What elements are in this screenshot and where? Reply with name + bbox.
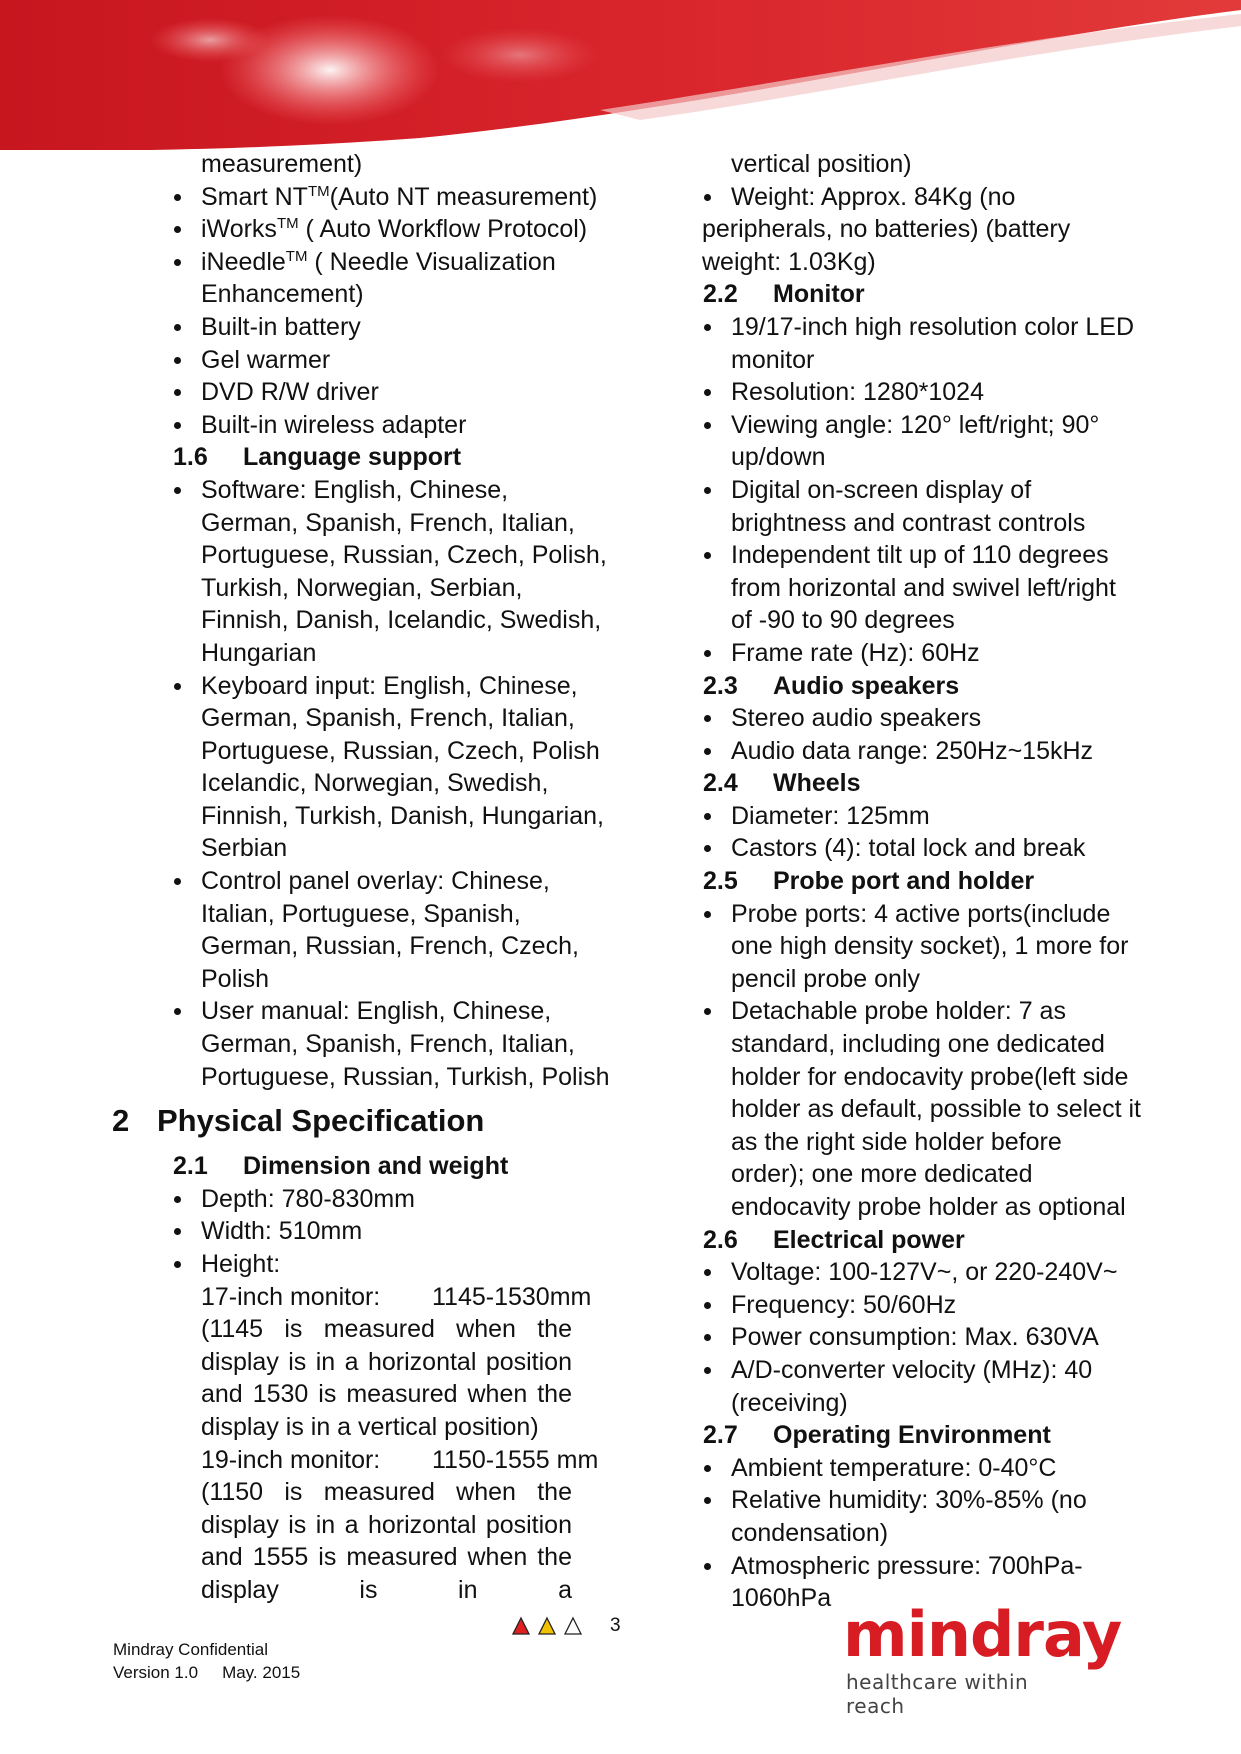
power-list xyxy=(702,1256,1142,1419)
right-column xyxy=(702,148,1142,1615)
list-item: Gel warmer xyxy=(172,344,612,377)
list-item: Atmospheric pressure: 700hPa-1060hPa xyxy=(702,1550,1142,1615)
height-value: 1145-1530mm xyxy=(432,1282,592,1311)
section-heading-2-4 xyxy=(703,767,1142,800)
height-19-note: (1150 is measured when the display is in a horizontal position and 1555 is measured when the display is in a xyxy=(201,1478,572,1604)
list-item: DVD R/W driver xyxy=(172,376,612,409)
weight-list xyxy=(702,181,1142,214)
left-column xyxy=(112,148,612,1607)
chapter-number: 2 xyxy=(112,1103,130,1139)
confidential-label: Mindray Confidential xyxy=(113,1640,268,1659)
trademark: TM xyxy=(307,182,330,200)
monitor-list xyxy=(702,311,1142,670)
section-heading-2-1 xyxy=(173,1150,612,1183)
list-item: Stereo audio speakers xyxy=(702,702,1142,735)
feature-list xyxy=(172,181,612,442)
list-item: Built-in battery xyxy=(172,311,612,344)
chapter-heading xyxy=(112,1102,612,1140)
wheel-list xyxy=(702,800,1142,865)
header-banner xyxy=(0,0,1241,150)
section-number: 2.6 xyxy=(703,1225,738,1254)
section-heading-2-6 xyxy=(703,1224,1142,1257)
section-number: 1.6 xyxy=(173,443,208,472)
page-number: 3 xyxy=(610,1615,621,1636)
list-item: Probe ports: 4 active ports(include one high density socket), 1 more for pencil probe only xyxy=(702,898,1142,996)
chapter-title: Physical Specification xyxy=(157,1103,485,1139)
height-17-row xyxy=(172,1281,612,1314)
list-item xyxy=(172,213,612,246)
white-triangle-icon xyxy=(565,1618,581,1634)
list-item: Frame rate (Hz): 60Hz xyxy=(702,637,1142,670)
item-text: iNeedle xyxy=(201,247,286,276)
probe-list xyxy=(702,898,1142,1224)
section-title: Operating Environment xyxy=(773,1421,1051,1450)
list-item: Height: xyxy=(172,1248,612,1281)
section-number: 2.3 xyxy=(703,671,738,700)
list-item: Software: English, Chinese, German, Spanish, French, Italian, Portuguese, Russian, Czech, Polish, Turkish, Norwegian, Serbian, Finnish, Danish, Icelandic, Swedish, Hungarian xyxy=(172,474,612,670)
dimension-list xyxy=(172,1183,612,1281)
list-item: Independent tilt up of 110 degrees from horizontal and swivel left/right of -90 to 90 degrees xyxy=(702,539,1142,637)
list-item: Relative humidity: 30%-85% (no condensation) xyxy=(702,1484,1142,1549)
section-title: Probe port and holder xyxy=(773,867,1035,896)
triangle-icons xyxy=(512,1616,588,1636)
list-item: Keyboard input: English, Chinese, German, Spanish, French, Italian, Portuguese, Russian, Czech, Polish Icelandic, Norwegian, Swedish, Finnish, Turkish, Danish, Hungarian, Serbian xyxy=(172,670,612,866)
section-title: Dimension and weight xyxy=(243,1152,509,1181)
list-item: Voltage: 100-127V~, or 220-240V~ xyxy=(702,1256,1142,1289)
section-title: Language support xyxy=(243,443,462,472)
list-item: Width: 510mm xyxy=(172,1215,612,1248)
section-title: Electrical power xyxy=(773,1225,965,1254)
list-item: Castors (4): total lock and break xyxy=(702,832,1142,865)
section-number: 2.2 xyxy=(703,280,738,309)
item-text: (Auto NT measurement) xyxy=(329,182,598,211)
list-item xyxy=(172,246,612,311)
list-item: Built-in wireless adapter xyxy=(172,409,612,442)
item-text: ( Needle Visualization Enhancement) xyxy=(201,247,556,309)
audio-list xyxy=(702,702,1142,767)
footer xyxy=(113,1638,300,1684)
weight-continuation: weight: 1.03Kg) xyxy=(702,247,876,276)
section-heading-2-2 xyxy=(703,278,1142,311)
section-number: 2.7 xyxy=(703,1421,738,1450)
section-heading-2-7 xyxy=(703,1419,1142,1452)
version-line xyxy=(113,1661,300,1684)
list-item: Digital on-screen display of brightness and contrast controls xyxy=(702,474,1142,539)
trademark: TM xyxy=(276,215,299,233)
list-item: Frequency: 50/60Hz xyxy=(702,1289,1142,1322)
section-number: 2.4 xyxy=(703,769,738,798)
section-number: 2.1 xyxy=(173,1152,208,1181)
list-item-continuation: vertical position) xyxy=(731,150,912,178)
item-text: ( Auto Workflow Protocol) xyxy=(298,215,588,244)
section-heading-2-3 xyxy=(703,670,1142,703)
section-heading-1-6 xyxy=(173,441,612,474)
list-item: Resolution: 1280*1024 xyxy=(702,376,1142,409)
section-title: Monitor xyxy=(773,280,865,309)
logo-wordmark: mindray xyxy=(843,1598,1122,1671)
page-marker xyxy=(512,1612,621,1640)
red-triangle-icon xyxy=(513,1618,529,1634)
list-item: Power consumption: Max. 630VA xyxy=(702,1321,1142,1354)
language-list xyxy=(172,474,612,1093)
list-item: Viewing angle: 120° left/right; 90° up/down xyxy=(702,409,1142,474)
section-heading-2-5 xyxy=(703,865,1142,898)
list-item: Diameter: 125mm xyxy=(702,800,1142,833)
list-item xyxy=(172,181,612,214)
height-label: 19-inch monitor: xyxy=(201,1445,381,1474)
trademark: TM xyxy=(285,247,308,265)
list-item: Detachable probe holder: 7 as standard, including one dedicated holder for endocavity probe(left side holder as default, possible to select it as the right side holder before order); one more dedicated endocavity probe holder as optional xyxy=(702,995,1142,1223)
section-title: Wheels xyxy=(773,769,861,798)
height-value: 1150-1555 mm xyxy=(432,1445,599,1474)
list-item: User manual: English, Chinese, German, Spanish, French, Italian, Portuguese, Russian, Turkish, Polish xyxy=(172,995,612,1093)
mindray-logo xyxy=(843,1598,1122,1718)
height-label: 17-inch monitor: xyxy=(201,1282,381,1311)
item-text: iWorks xyxy=(201,215,277,244)
version-label: Version 1.0 xyxy=(113,1663,199,1682)
list-item-continuation: measurement) xyxy=(201,150,363,178)
environment-list xyxy=(702,1452,1142,1615)
item-text: Smart NT xyxy=(201,182,308,211)
list-item: A/D-converter velocity (MHz): 40 (receiving) xyxy=(702,1354,1142,1419)
logo-tagline: healthcare within reach xyxy=(846,1670,1029,1718)
weight-continuation: peripherals, no batteries) (battery xyxy=(702,215,1071,244)
list-item: Control panel overlay: Chinese, Italian, Portuguese, Spanish, German, Russian, French, Czech, Polish xyxy=(172,865,612,995)
section-number: 2.5 xyxy=(703,867,738,896)
list-item: Weight: Approx. 84Kg (no xyxy=(702,181,1142,214)
section-title: Audio speakers xyxy=(773,671,960,700)
yellow-triangle-icon xyxy=(539,1618,555,1634)
list-item: Ambient temperature: 0-40°C xyxy=(702,1452,1142,1485)
height-19-row xyxy=(172,1444,612,1477)
date-label: May. 2015 xyxy=(222,1663,301,1682)
list-item: 19/17-inch high resolution color LED monitor xyxy=(702,311,1142,376)
list-item: Audio data range: 250Hz~15kHz xyxy=(702,735,1142,768)
height-17-note: (1145 is measured when the display is in a horizontal position and 1530 is measured when the display is in a vertical position) xyxy=(201,1315,572,1441)
list-item: Depth: 780-830mm xyxy=(172,1183,612,1216)
